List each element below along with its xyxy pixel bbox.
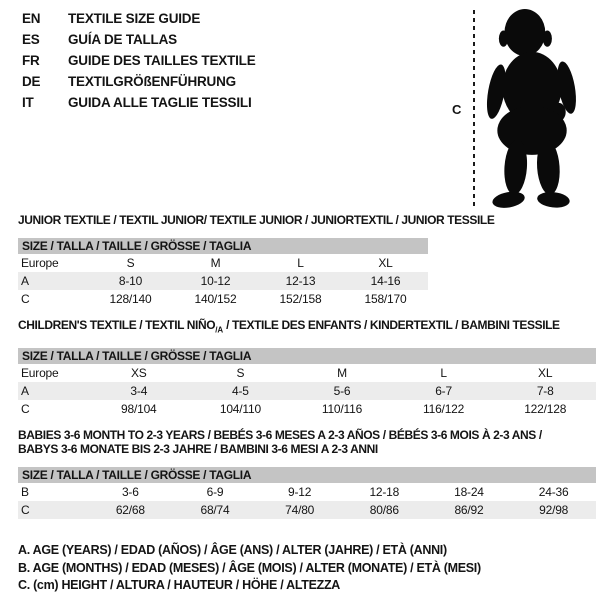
language-row	[22, 71, 256, 92]
row-label: B	[21, 485, 29, 500]
cell-value: 3-4	[88, 382, 190, 400]
table-title	[18, 213, 596, 227]
cell-value: 7-8	[494, 382, 596, 400]
language-code: ES	[22, 32, 40, 47]
cell-value: 4-5	[190, 382, 292, 400]
cell-value: 18-24	[454, 485, 484, 500]
language-code: DE	[22, 74, 41, 89]
table-row	[18, 501, 596, 519]
cell-value: S	[126, 256, 135, 270]
table-header: SIZE / TALLA / TAILLE / GRÖSSE / TAGLIA	[18, 348, 596, 364]
size-table	[18, 238, 428, 308]
table-header-row	[18, 467, 596, 483]
table-row	[18, 364, 596, 382]
figure-height-label: C	[452, 102, 462, 117]
cell-value: 9-12	[288, 485, 312, 500]
language-list	[22, 8, 256, 113]
note-line: B. AGE (MONTHS) / EDAD (MESES) / ÂGE (MOIS) / ALTER (MONATE) / ETÀ (MESI)	[18, 560, 481, 575]
cell-value: 12-13	[258, 272, 343, 290]
table-row	[18, 254, 428, 272]
table-row	[18, 400, 596, 418]
row-label: A	[18, 272, 88, 290]
language-code: FR	[22, 53, 40, 68]
table-row	[18, 483, 596, 501]
tables-section	[18, 213, 596, 595]
language-row	[22, 29, 256, 50]
table-header: SIZE / TALLA / TAILLE / GRÖSSE / TAGLIA	[18, 238, 428, 254]
cell-value: 74/80	[257, 501, 342, 519]
cell-value: XS	[130, 366, 147, 381]
cell-value: XL	[378, 256, 393, 270]
cell-value: 110/116	[321, 402, 363, 417]
table-row	[18, 290, 428, 308]
language-label: TEXTILGRÖßENFÜHRUNG	[68, 74, 236, 89]
cell-value: 6-9	[206, 485, 224, 500]
cell-value: 122/128	[524, 402, 567, 417]
cell-value: 6-7	[393, 382, 495, 400]
cell-value: 98/104	[121, 402, 157, 417]
cell-value: 116/122	[423, 402, 465, 417]
cell-value: 10-12	[173, 272, 258, 290]
table-title-segment: BABIES 3-6 MONTH TO 2-3 YEARS / BEBÉS 3-6 MESES A 2-3 AÑOS / BÉBÉS 3-6 MOIS À 2-3 ANS /	[18, 428, 542, 443]
height-dashed-line	[473, 10, 475, 208]
language-label: GUÍA DE TALLAS	[68, 32, 177, 47]
row-label: C	[18, 501, 88, 519]
table-header: SIZE / TALLA / TAILLE / GRÖSSE / TAGLIA	[18, 467, 596, 483]
cell-value: 24-36	[538, 485, 569, 500]
table-title-segment: /A	[215, 325, 224, 335]
note-line: C. (cm) HEIGHT / ALTURA / HAUTEUR / HÖHE / ALTEZZA	[18, 578, 341, 593]
table-title-segment: / TEXTILE DES ENFANTS / KINDERTEXTIL / BAMBINI TESSILE	[223, 318, 560, 332]
cell-value: 140/152	[194, 292, 237, 306]
table-title	[18, 318, 596, 337]
table-row	[18, 382, 596, 400]
cell-value: 5-6	[291, 382, 393, 400]
cell-value: 8-10	[88, 272, 173, 290]
language-row	[22, 8, 256, 29]
table-header-row	[18, 238, 428, 254]
row-label: C	[21, 292, 30, 306]
cell-value: 158/170	[364, 292, 407, 306]
cell-value: 62/68	[88, 501, 173, 519]
row-label: A	[18, 382, 88, 400]
cell-value: XL	[538, 366, 553, 381]
note-line: A. AGE (YEARS) / EDAD (AÑOS) / ÂGE (ANS) / ALTER (JAHRE) / ETÀ (ANNI)	[18, 543, 447, 558]
table-row	[18, 272, 428, 290]
cell-value: L	[440, 366, 447, 381]
language-code: EN	[22, 11, 41, 26]
language-label: GUIDE DES TAILLES TEXTILE	[68, 53, 256, 68]
cell-value: 14-16	[343, 272, 428, 290]
cell-value: M	[337, 366, 347, 381]
language-row	[22, 92, 256, 113]
size-table	[18, 348, 596, 418]
cell-value: 104/110	[219, 402, 261, 417]
cell-value: 92/98	[511, 501, 596, 519]
cell-value: 86/92	[427, 501, 512, 519]
table-title-segment: JUNIOR TEXTILE / TEXTIL JUNIOR/ TEXTILE JUNIOR / JUNIORTEXTIL / JUNIOR TESSILE	[18, 213, 495, 227]
cell-value: 12-18	[369, 485, 400, 500]
cell-value: 152/158	[279, 292, 322, 306]
language-label: GUIDA ALLE TAGLIE TESSILI	[68, 95, 252, 110]
tables-container	[18, 213, 596, 519]
standing-baby-silhouette-icon	[482, 6, 580, 210]
table-title-segment: CHILDREN'S TEXTILE / TEXTIL NIÑO	[18, 318, 216, 332]
language-code: IT	[22, 95, 34, 110]
language-row	[22, 50, 256, 71]
cell-value: L	[297, 256, 304, 270]
table-header-row	[18, 348, 596, 364]
footer-notes	[18, 542, 596, 595]
language-label: TEXTILE SIZE GUIDE	[68, 11, 201, 26]
row-label: C	[21, 402, 30, 417]
cell-value: 128/140	[109, 292, 152, 306]
row-label: Europe	[21, 256, 59, 270]
cell-value: 3-6	[121, 485, 139, 500]
table-title	[18, 428, 596, 456]
cell-value: M	[210, 256, 221, 270]
cell-value: S	[236, 366, 245, 381]
cell-value: 80/86	[342, 501, 427, 519]
cell-value: 68/74	[173, 501, 258, 519]
table-title-segment: BABYS 3-6 MONATE BIS 2-3 JAHRE / BAMBINI 3-6 MESI A 2-3 ANNI	[18, 442, 378, 457]
size-table	[18, 467, 596, 519]
row-label: Europe	[21, 366, 59, 381]
